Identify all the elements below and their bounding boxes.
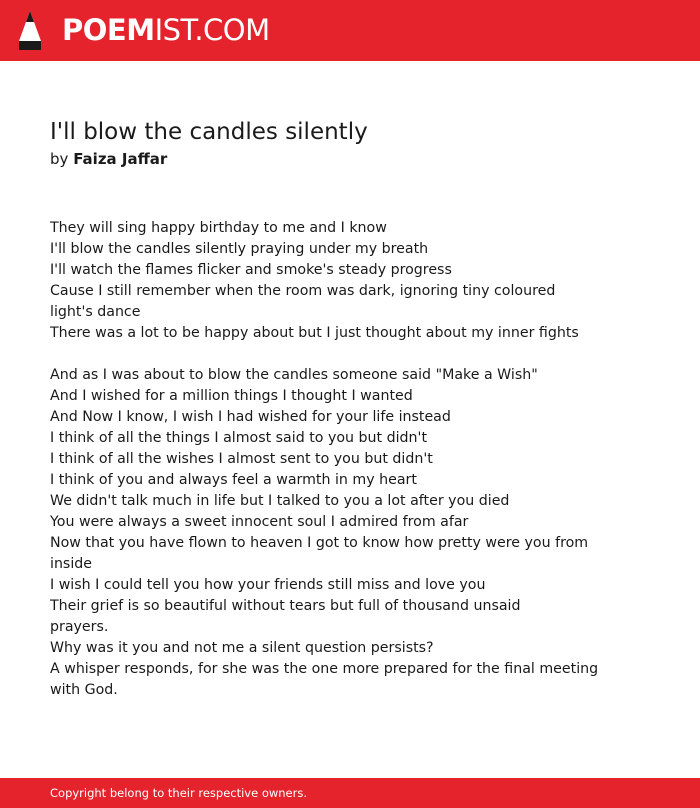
poem-body [50, 218, 650, 722]
byline [50, 148, 167, 170]
poem-line: inside [50, 556, 93, 572]
site-logo[interactable] [62, 12, 270, 48]
poem-line: I wish I could tell you how your friends still miss and love you [50, 577, 486, 593]
poem-line: with God. [50, 682, 118, 698]
poem-line: And Now I know, I wish I had wished for your life instead [50, 409, 451, 425]
logo-text-strong: POEM [62, 13, 155, 47]
poem-line: And as I was about to blow the candles someone said "Make a Wish" [50, 367, 538, 383]
by-label: by [50, 150, 69, 168]
poem-line: Why was it you and not me a silent question persists? [50, 640, 434, 656]
poem-line: I'll watch the flames flicker and smoke's steady progress [50, 262, 452, 278]
poem-line: light's dance [50, 304, 141, 320]
pencil-logo-icon[interactable] [18, 10, 42, 51]
poem-line: prayers. [50, 619, 109, 635]
poem-line: We didn't talk much in life but I talked to you a lot after you died [50, 493, 510, 509]
poem-line: Now that you have flown to heaven I got to know how pretty were you from [50, 535, 589, 551]
poem-line: I think of all the wishes I almost sent to you but didn't [50, 451, 433, 467]
poem-line: They will sing happy birthday to me and I know [50, 220, 387, 236]
logo-text-light: IST.COM [154, 13, 270, 47]
site-header [0, 0, 700, 61]
stanza [50, 218, 650, 344]
poem-line: And I wished for a million things I thought I wanted [50, 388, 413, 404]
stanza [50, 365, 650, 701]
poem-line: I think of you and always feel a warmth in my heart [50, 472, 417, 488]
copyright-notice: Copyright belong to their respective owners. [50, 786, 308, 800]
poem-line: Their grief is so beautiful without tears but full of thousand unsaid [50, 598, 521, 614]
poem-line: There was a lot to be happy about but I just thought about my inner fights [50, 325, 579, 341]
poem-title: I'll blow the candles silently [50, 119, 368, 145]
poem-line: You were always a sweet innocent soul I admired from afar [50, 514, 469, 530]
author-name: Faiza Jaffar [73, 150, 168, 168]
poem-line: Cause I still remember when the room was dark, ignoring tiny coloured [50, 283, 556, 299]
poem-line: I'll blow the candles silently praying under my breath [50, 241, 429, 257]
site-footer [0, 778, 700, 808]
poem-line: A whisper responds, for she was the one more prepared for the final meeting [50, 661, 599, 677]
poem-line: I think of all the things I almost said to you but didn't [50, 430, 428, 446]
